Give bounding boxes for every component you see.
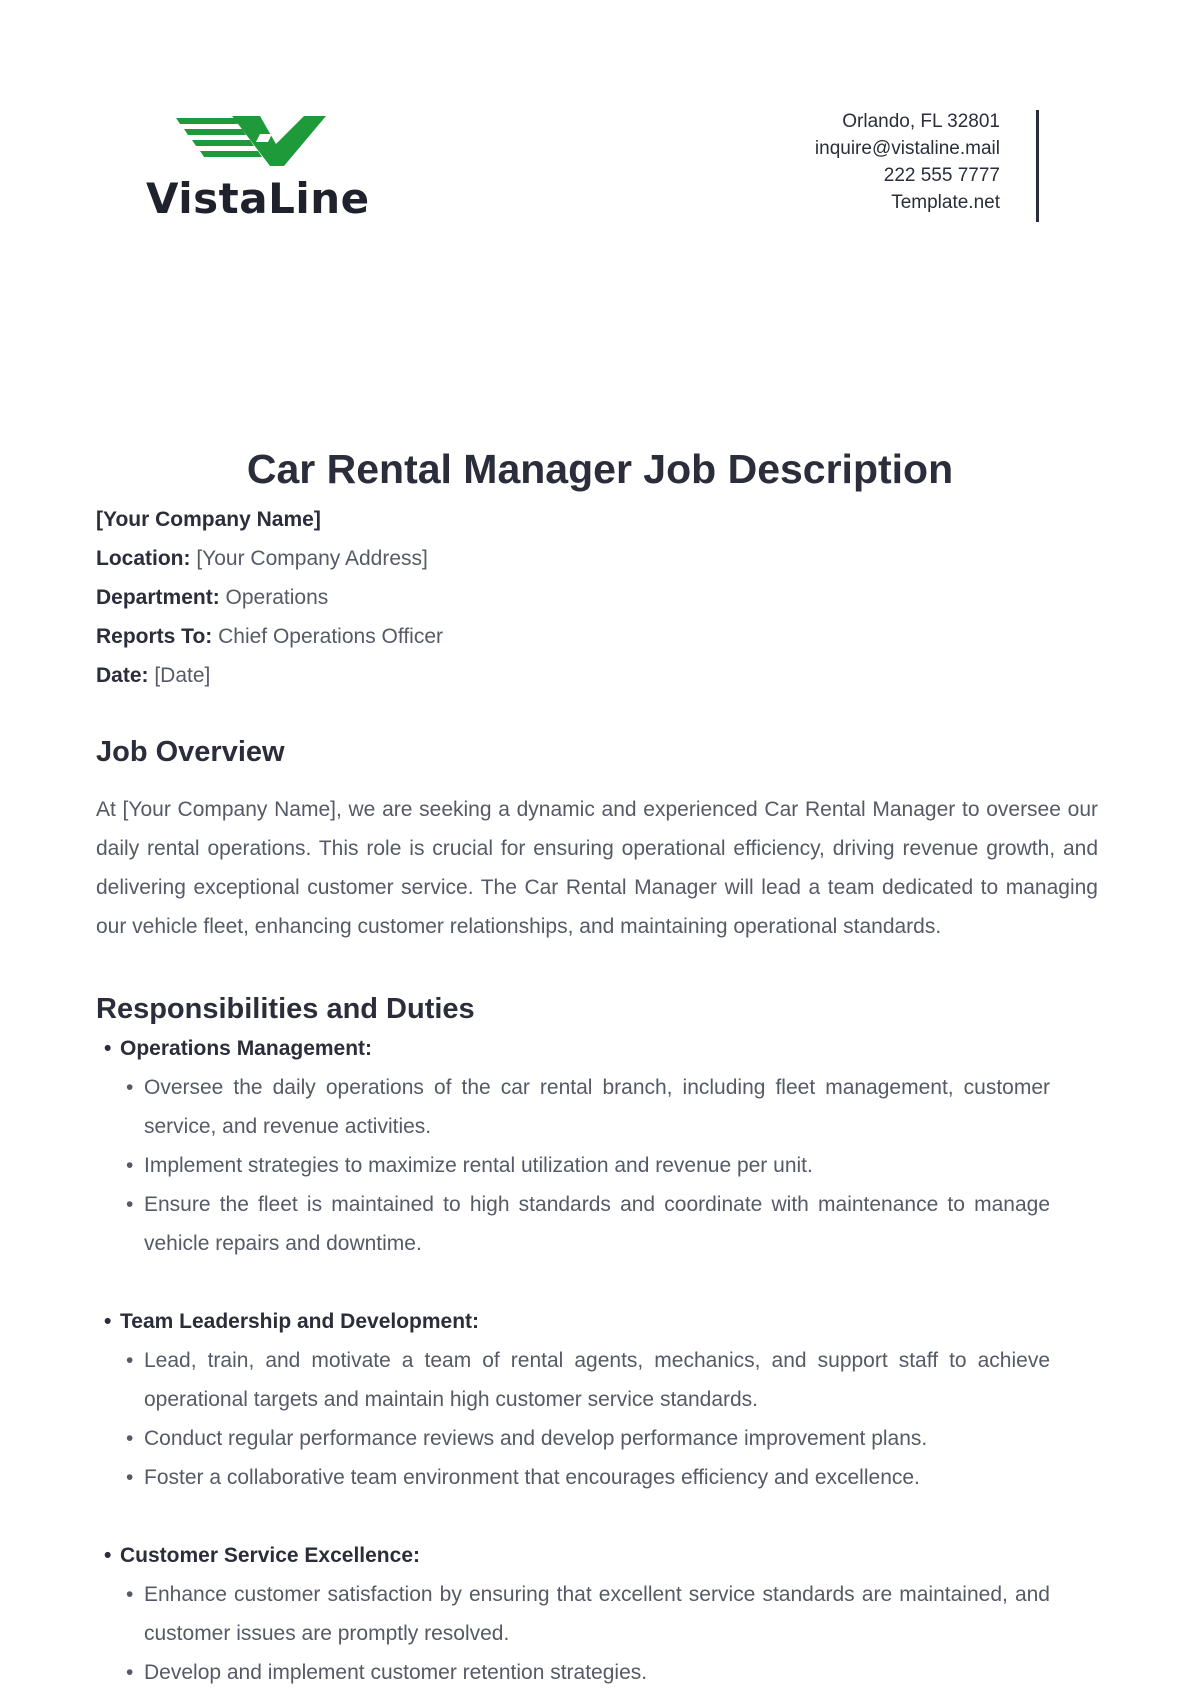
meta-label: Reports To: [96,625,213,648]
document-title: Car Rental Manager Job Description [246,446,954,492]
group-title-text: Team Leadership and Development: [120,1310,480,1333]
list-item-text: Foster a collaborative team environment that encourages efficiency and excellence. [144,1466,920,1489]
duty-list [96,1341,1098,1497]
meta-reports-to [96,617,1098,656]
list-item-text: Enhance customer satisfaction by ensuring that excellent service standards are maintained, and customer issues are promptly resolved. [144,1583,1050,1645]
list-item [126,1146,1050,1185]
contact-divider [1036,110,1039,222]
list-item-text: Implement strategies to maximize rental utilization and revenue per unit. [144,1154,813,1177]
meta-department [96,578,1098,617]
bullet-icon: • [126,1193,134,1216]
responsibility-group-operations [96,1029,1098,1263]
list-item [126,1653,1050,1692]
list-item [126,1419,1050,1458]
meta-location [96,539,1098,578]
responsibility-group-customer-service [96,1536,1098,1692]
bullet-icon: • [104,1544,112,1567]
bullet-icon: • [126,1154,134,1177]
list-item-text: Conduct regular performance reviews and develop performance improvement plans. [144,1427,928,1450]
list-item [126,1341,1050,1419]
list-item [126,1185,1050,1263]
list-item [126,1458,1050,1497]
bullet-icon: • [126,1583,134,1606]
company-name: [Your Company Name] [96,508,321,531]
list-item-text: Ensure the fleet is maintained to high standards and coordinate with maintenance to manage vehicle repairs and downtime. [144,1193,1050,1255]
meta-value: Operations [219,586,329,609]
list-item [126,1575,1050,1653]
meta-value: [Your Company Address] [190,547,428,570]
bullet-icon: • [126,1076,134,1099]
bullet-icon: • [126,1349,134,1372]
list-item-text: Lead, train, and motivate a team of rental agents, mechanics, and support staff to achieve operational targets and maintain high customer service standards. [144,1349,1050,1411]
bullet-icon: • [104,1310,112,1333]
duty-list [96,1575,1098,1692]
list-item-text: Develop and implement customer retention strategies. [144,1661,648,1684]
list-item-text: Oversee the daily operations of the car rental branch, including fleet management, customer service, and revenue activities. [144,1076,1050,1138]
meta-value: Chief Operations Officer [212,625,443,648]
section-heading-job-overview: Job Overview [96,736,285,768]
bullet-icon: • [126,1427,134,1450]
contact-website[interactable]: Template.net [891,192,1000,213]
contact-block [815,108,1000,216]
bullet-icon: • [126,1661,134,1684]
duty-list [96,1068,1098,1263]
meta-label: Date: [96,664,149,687]
bullet-icon: • [104,1037,112,1060]
document-body [96,500,1098,1692]
group-title-text: Customer Service Excellence: [120,1544,420,1567]
group-title [96,1536,1098,1575]
contact-phone: 222 555 7777 [883,165,1000,186]
meta-value: [Date] [148,664,211,687]
company-logo [146,112,370,223]
group-title-text: Operations Management: [120,1037,373,1060]
responsibility-groups [96,1029,1098,1692]
job-overview-paragraph: At [Your Company Name], we are seeking a dynamic and experienced Car Rental Manager to oversee our daily rental operations. This role is crucial for ensuring operational efficiency, driving revenue growth, and delivering exceptional customer service. The Car Rental Manager will lead a team dedicated to managing our vehicle fleet, enhancing customer relationships, and maintaining operational standards. [96,798,1098,938]
meta-label: Department: [96,586,220,609]
meta-label: Location: [96,547,191,570]
logo-text: VistaLine [146,174,370,223]
group-title [96,1029,1098,1068]
group-title [96,1302,1098,1341]
section-heading-responsibilities: Responsibilities and Duties [96,993,475,1025]
responsibility-group-team-leadership [96,1302,1098,1497]
contact-address: Orlando, FL 32801 [842,111,1000,132]
vistaline-logo-icon [176,116,326,170]
list-item [126,1068,1050,1146]
meta-date [96,656,1098,695]
contact-email[interactable]: inquire@vistaline.mail [814,138,1000,159]
bullet-icon: • [126,1466,134,1489]
